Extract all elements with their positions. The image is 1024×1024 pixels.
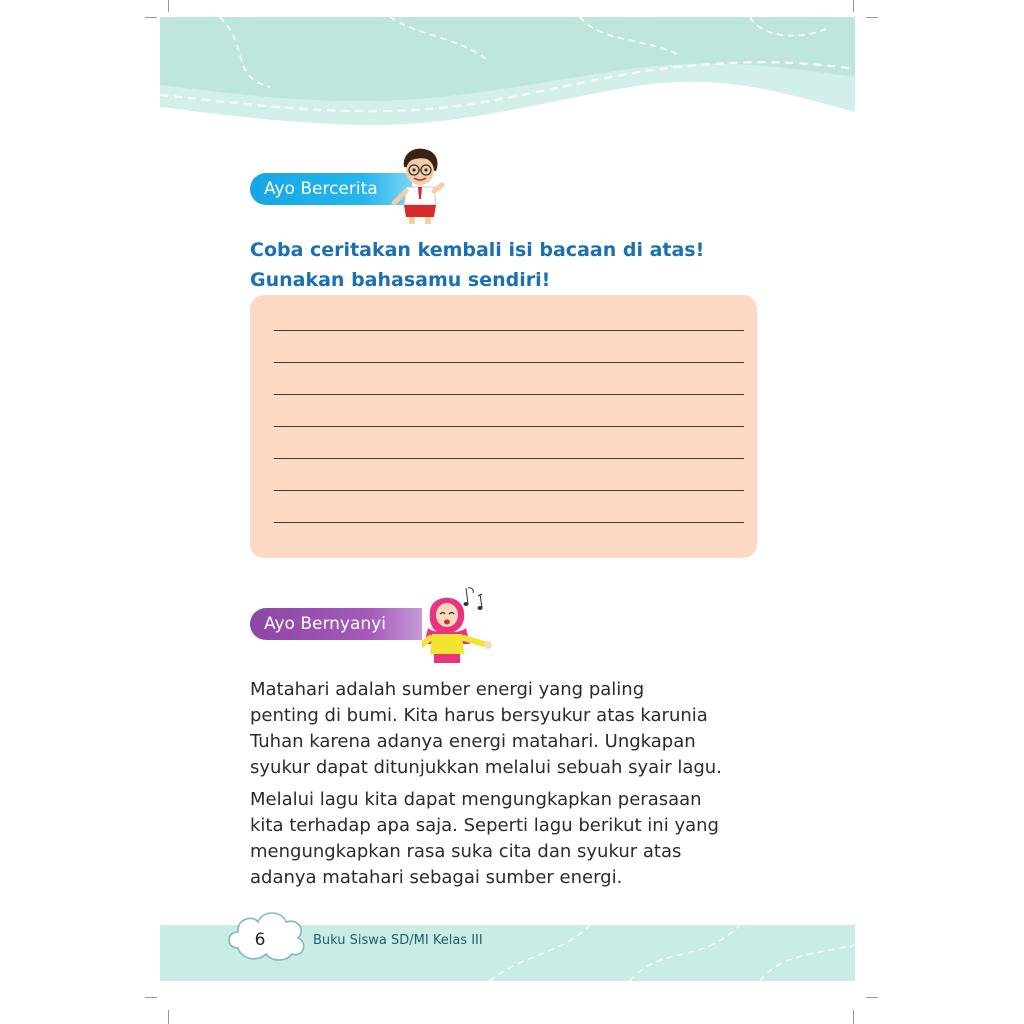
instruction-line-1: Coba ceritakan kembali isi bacaan di atas! — [250, 239, 705, 261]
header-wave-decoration — [160, 17, 855, 147]
book-title: Buku Siswa SD/MI Kelas III — [313, 933, 483, 948]
crop-mark — [853, 0, 854, 12]
instruction-line-2: Gunakan bahasamu sendiri! — [250, 269, 551, 291]
singing-girl-illustration — [422, 582, 496, 664]
paragraph-line: penting di bumi. Kita harus bersyukur atas karunia — [250, 705, 708, 726]
section-tag-bernyanyi — [250, 608, 422, 640]
section-tag-label: Ayo Bercerita — [264, 179, 378, 199]
crop-mark — [866, 997, 878, 998]
writing-line — [274, 426, 744, 427]
paragraph-line: Melalui lagu kita dapat mengungkapkan perasaan — [250, 789, 702, 810]
crop-mark — [168, 1010, 169, 1024]
writing-line — [274, 458, 744, 459]
writing-line — [274, 330, 744, 331]
instruction-text — [250, 235, 770, 295]
writing-line — [274, 490, 744, 491]
crop-mark — [168, 0, 169, 12]
paragraph-line: Matahari adalah sumber energi yang paling — [250, 679, 645, 700]
boy-character-illustration — [390, 145, 450, 225]
paragraph-1 — [250, 677, 790, 781]
paragraph-line: mengungkapkan rasa suka cita dan syukur atas — [250, 841, 682, 862]
paragraph-line: kita terhadap apa saja. Seperti lagu berikut ini yang — [250, 815, 719, 836]
paragraph-line: syukur dapat ditunjukkan melalui sebuah syair lagu. — [250, 757, 722, 778]
page-number: 6 — [254, 930, 266, 950]
paragraph-line: Tuhan karena adanya energi matahari. Ungkapan — [250, 731, 696, 752]
paragraph-2 — [250, 787, 790, 891]
book-page — [160, 17, 855, 1007]
writing-line — [274, 522, 744, 523]
crop-mark — [145, 997, 157, 998]
paragraph-line: adanya matahari sebagai sumber energi. — [250, 867, 623, 888]
writing-line — [274, 362, 744, 363]
crop-mark — [866, 17, 878, 18]
section-tag-label: Ayo Bernyanyi — [264, 614, 386, 634]
writing-line — [274, 394, 744, 395]
crop-mark — [145, 17, 157, 18]
section-tag-bercerita — [250, 173, 412, 205]
crop-mark — [853, 1010, 854, 1024]
writing-area[interactable] — [250, 295, 757, 558]
